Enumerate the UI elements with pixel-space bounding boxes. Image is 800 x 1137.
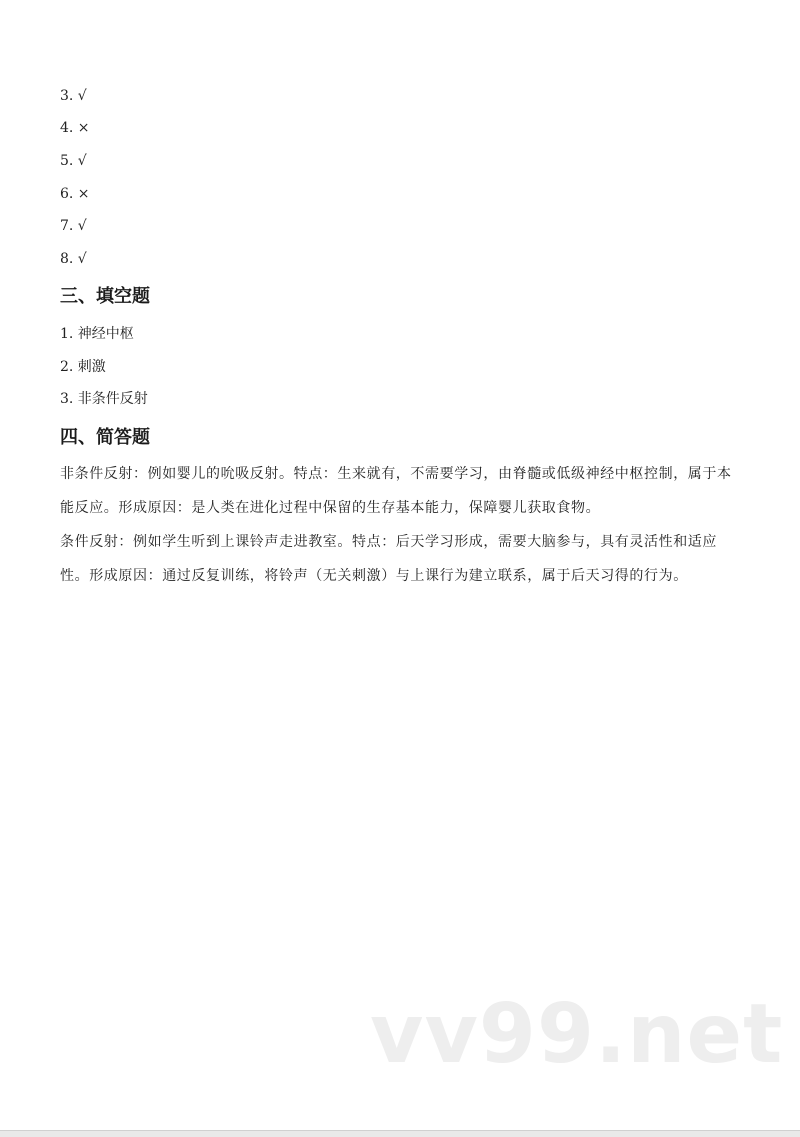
answer-fill-3: 3. 非条件反射 [60, 391, 148, 407]
short-answer-conditioned-reflex: 条件反射：例如学生听到上课铃声走进教室。特点：后天学习形成，需要大脑参与，具有灵活性和适应性。形成原因：通过反复训练，将铃声（无关刺激）与上课行为建立联系，属于后天习得的行为。 [60, 534, 717, 584]
answer-judgment-7: 7. √ [60, 218, 87, 234]
answer-judgment-3: 3. √ [60, 88, 87, 104]
answer-fill-2: 2. 刺激 [60, 359, 106, 375]
short-answer-unconditioned-reflex: 非条件反射：例如婴儿的吮吸反射。特点：生来就有，不需要学习，由脊髓或低级神经中枢控制，属于本能反应。形成原因：是人类在进化过程中保留的生存基本能力，保障婴儿获取食物。 [60, 466, 732, 516]
answer-judgment-8: 8. √ [60, 251, 87, 267]
answer-fill-1: 1. 神经中枢 [60, 326, 134, 342]
short-answer-body [60, 457, 740, 593]
watermark-text: vv99.net [370, 987, 784, 1082]
section-heading-fill-blank: 三、填空题 [60, 286, 150, 307]
answer-judgment-6: 6. × [60, 186, 90, 202]
section-heading-short-answer: 四、简答题 [60, 427, 150, 448]
answer-judgment-4: 4. × [60, 120, 90, 136]
page-bottom-edge [0, 1130, 800, 1137]
answer-judgment-5: 5. √ [60, 153, 87, 169]
